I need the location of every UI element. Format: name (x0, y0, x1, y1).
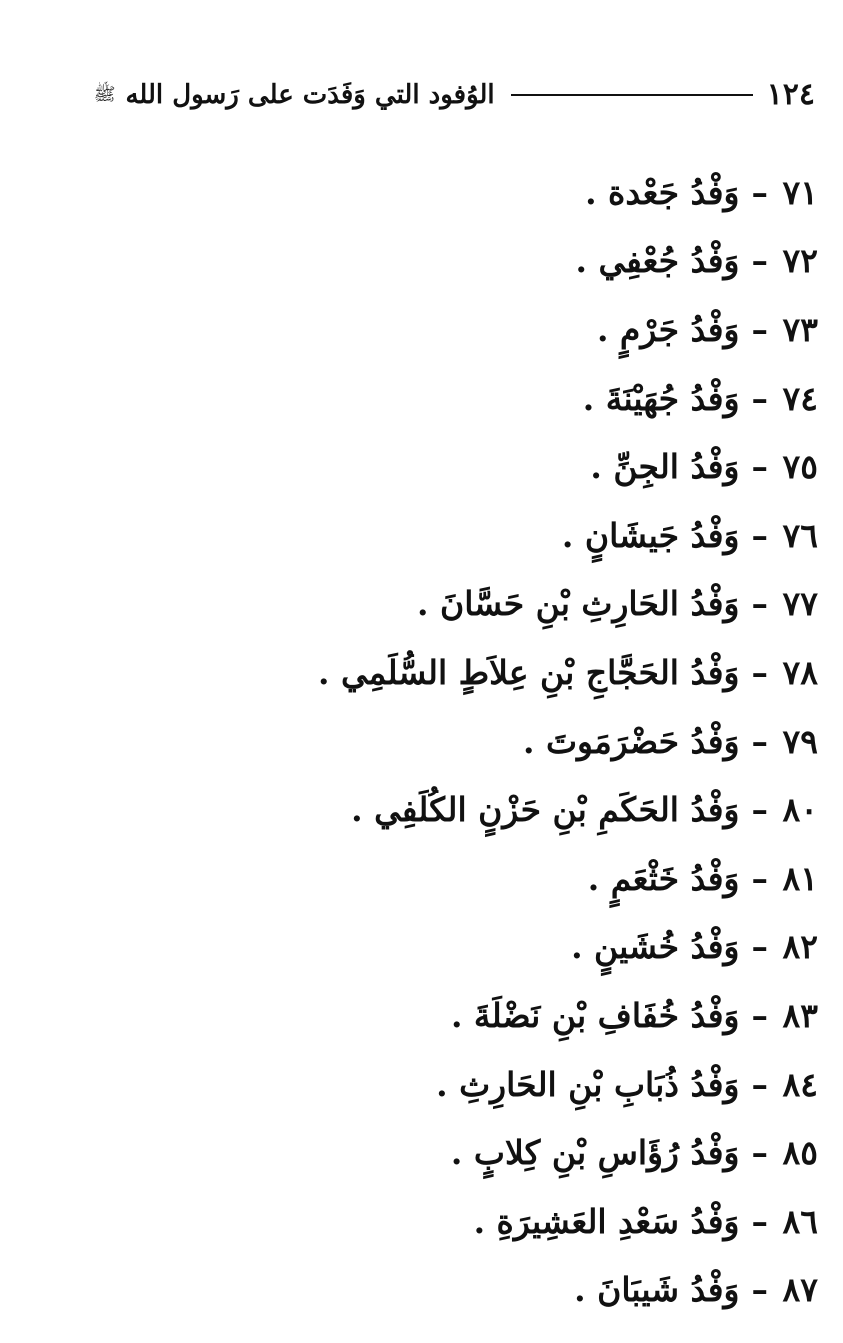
entry-text: وَفْدُ الحَكَمِ بْنِ حَزْنٍ الكُلَفِي . (351, 790, 740, 830)
entry-number: ٨٧ (782, 1270, 818, 1310)
entry-number: ٧٦ (782, 515, 818, 555)
entry-dash: – (751, 1270, 768, 1310)
entry-text: وَفْدُ جَعْدة . (585, 172, 740, 212)
page-number: ١٢٤ (766, 77, 815, 112)
list-item (58, 638, 818, 707)
list-item (58, 1118, 818, 1187)
list-item (58, 501, 818, 570)
list-item (58, 1050, 818, 1119)
entry-text: وَفْدُ الجِنِّ . (590, 447, 740, 487)
list-item (58, 158, 818, 227)
list-item (58, 775, 818, 844)
entry-text: وَفْدُ جُهَيْنَةَ . (582, 378, 740, 418)
entry-number: ٧١ (782, 172, 818, 212)
entry-number: ٨٠ (782, 790, 818, 830)
entry-number: ٧٣ (782, 309, 818, 349)
list-item (58, 844, 818, 913)
entry-number: ٧٩ (782, 721, 818, 761)
list-item (58, 364, 818, 433)
entry-number: ٨٢ (782, 927, 818, 967)
entry-dash: – (751, 515, 768, 555)
list-item (58, 981, 818, 1050)
entry-number: ٨٥ (782, 1133, 818, 1173)
entry-number: ٧٨ (782, 652, 818, 692)
entry-dash: – (751, 172, 768, 212)
entry-text: وَفْدُ سَعْدِ العَشِيرَةِ . (473, 1201, 740, 1241)
list-item (58, 1256, 818, 1325)
entry-dash: – (751, 378, 768, 418)
entry-text: وَفْدُ جَرْمٍ . (596, 309, 740, 349)
entry-text: وَفْدُ رُؤَاسِ بْنِ كِلابٍ . (450, 1133, 740, 1173)
entry-text: وَفْدُ خَثْعَمٍ . (587, 858, 740, 898)
entry-number: ٧٥ (782, 447, 818, 487)
entry-number: ٨٦ (782, 1201, 818, 1241)
entry-dash: – (751, 1133, 768, 1173)
header-rule (511, 94, 753, 96)
entry-text: وَفْدُ الحَارِثِ بْنِ حَسَّانَ . (417, 584, 740, 624)
honorific-glyph: ﷺ (93, 84, 116, 105)
page-header (38, 70, 815, 120)
entry-dash: – (751, 309, 768, 349)
list-item (58, 913, 818, 982)
entry-dash: – (751, 927, 768, 967)
list-item (58, 432, 818, 501)
entry-text: وَفْدُ حَضْرَمَوتَ . (522, 721, 740, 761)
entry-dash: – (751, 721, 768, 761)
entry-number: ٧٤ (782, 378, 818, 418)
entry-text: وَفْدُ جَيشَانٍ . (561, 515, 740, 555)
entry-dash: – (751, 995, 768, 1035)
entry-dash: – (751, 1201, 768, 1241)
list-item (58, 570, 818, 639)
entry-dash: – (751, 1064, 768, 1104)
entry-text: وَفْدُ ذُبَابِ بْنِ الحَارِثِ . (436, 1064, 740, 1104)
entry-dash: – (751, 790, 768, 830)
entry-text: وَفْدُ خُشَينٍ . (571, 927, 740, 967)
entry-number: ٨٣ (782, 995, 818, 1035)
entry-dash: – (751, 584, 768, 624)
entry-dash: – (751, 241, 768, 281)
entry-dash: – (751, 858, 768, 898)
running-title: الوُفود التي وَفَدَت على رَسول الله (125, 80, 495, 110)
entry-number: ٧٧ (782, 584, 818, 624)
list-item (58, 227, 818, 296)
entry-text: وَفْدُ شَيبَانَ . (574, 1270, 740, 1310)
entry-number: ٨٤ (782, 1064, 818, 1104)
list-item (58, 1187, 818, 1256)
entry-text: وَفْدُ الحَجَّاجِ بْنِ عِلاَطٍ السُّلَمِي . (317, 652, 740, 692)
entry-dash: – (751, 652, 768, 692)
entry-text: وَفْدُ جُعْفِي . (575, 241, 740, 281)
list-item (58, 707, 818, 776)
entry-dash: – (751, 447, 768, 487)
entry-text: وَفْدُ خُفَافِ بْنِ نَضْلَةَ . (450, 995, 740, 1035)
entry-number: ٧٢ (782, 241, 818, 281)
delegations-list (58, 158, 818, 1324)
entry-number: ٨١ (782, 858, 818, 898)
list-item (58, 295, 818, 364)
